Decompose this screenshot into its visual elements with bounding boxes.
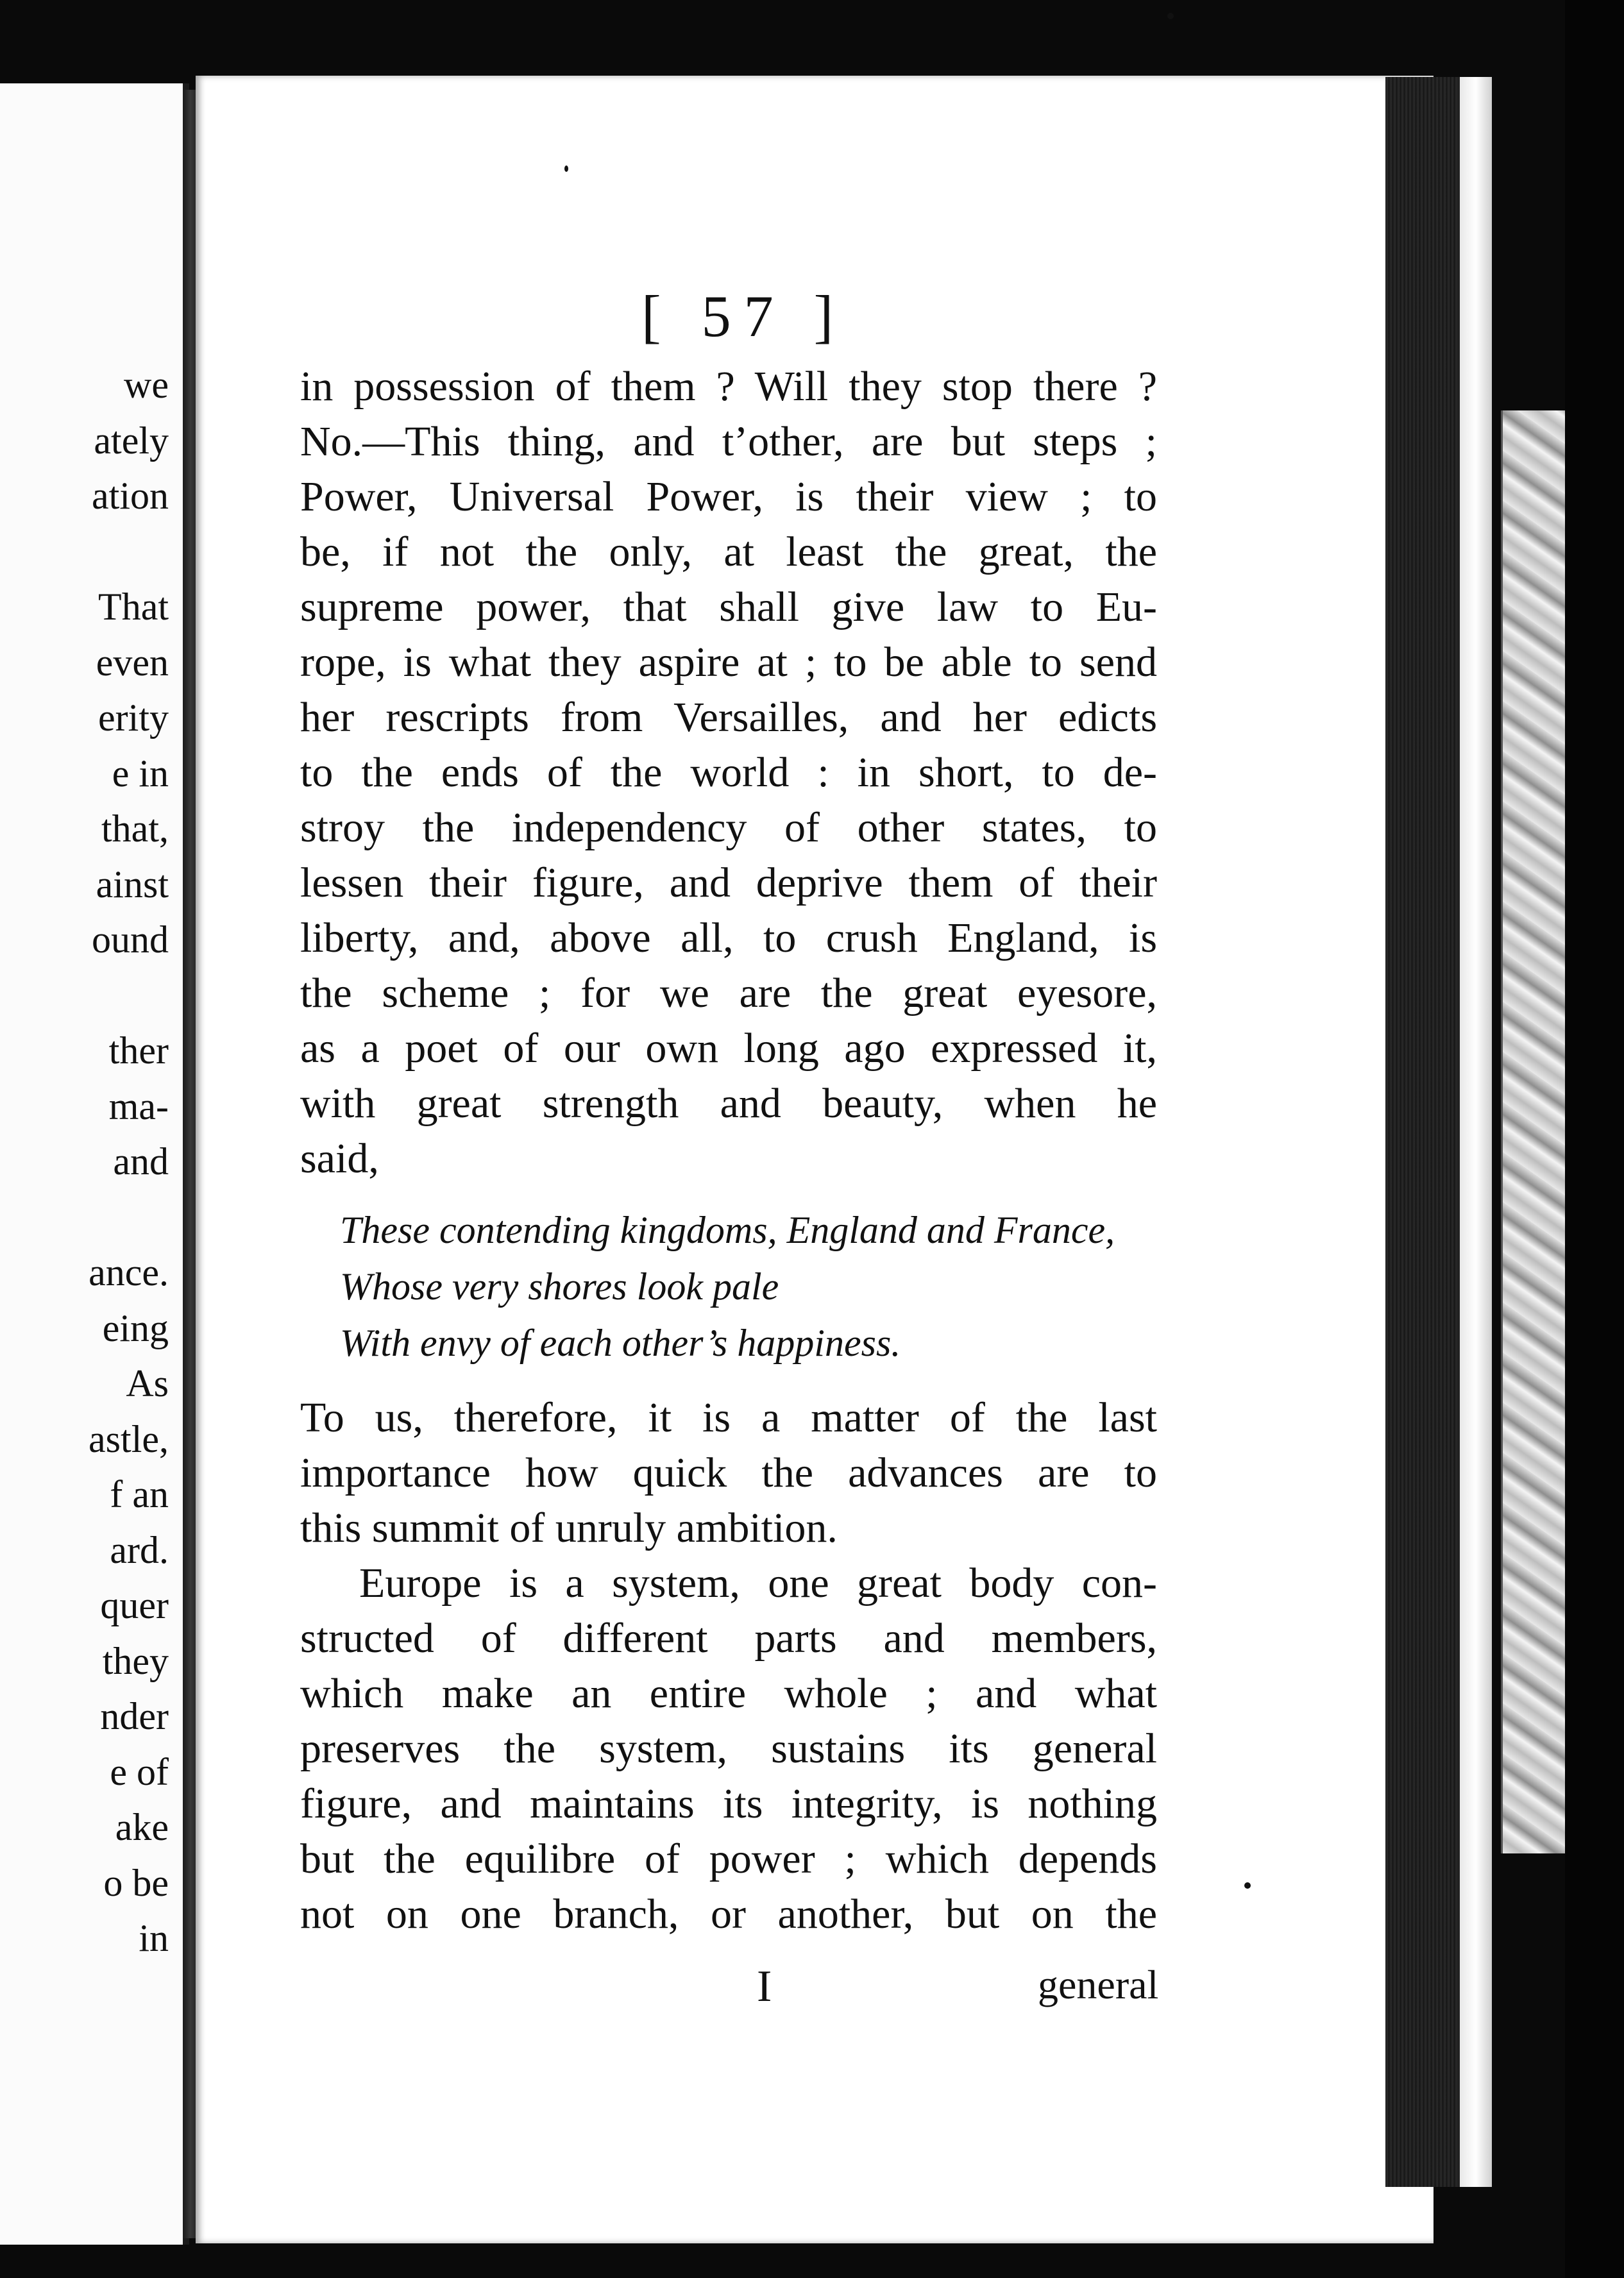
left-page-fragment: ainst bbox=[96, 863, 169, 906]
text-line: said, bbox=[300, 1135, 379, 1182]
text-line: structed of different parts and members, bbox=[300, 1615, 1157, 1662]
text-line: in possession of them ? Will they stop there ? bbox=[300, 363, 1157, 410]
text-line: Power, Universal Power, is their view ; to bbox=[300, 473, 1157, 520]
left-page-fragment: in bbox=[139, 1917, 169, 1959]
signature-mark: I bbox=[757, 1962, 772, 2011]
left-page-fragment: ard. bbox=[110, 1528, 169, 1571]
text-line: rope, is what they aspire at ; to be able to send bbox=[300, 639, 1157, 686]
text-line: figure, and maintains its integrity, is nothing bbox=[300, 1780, 1157, 1827]
page-edge-strip bbox=[1457, 77, 1492, 2187]
left-page-fragment: ound bbox=[92, 918, 169, 961]
left-page-fragment: ation bbox=[92, 475, 169, 517]
dust-speck bbox=[1244, 1882, 1251, 1889]
left-page-fragment: quer bbox=[100, 1584, 169, 1626]
text-line: be, if not the only, at least the great, the bbox=[300, 528, 1157, 575]
left-page-fragment: ma- bbox=[108, 1084, 169, 1127]
text-line: but the equilibre of power ; which depends bbox=[300, 1835, 1157, 1882]
catchword: general bbox=[1038, 1962, 1159, 2007]
dust-speck bbox=[564, 165, 568, 172]
verse-line: With envy of each other’s happiness. bbox=[340, 1322, 901, 1364]
left-page-fragment: nder bbox=[100, 1695, 169, 1737]
marbled-endpaper bbox=[1501, 410, 1569, 1853]
text-line: her rescripts from Versailles, and her edicts bbox=[300, 694, 1157, 741]
left-page-fragment: we bbox=[124, 364, 169, 406]
text-line: stroy the independency of other states, to bbox=[300, 804, 1157, 851]
left-page-fragment: that, bbox=[101, 807, 169, 850]
text-line: To us, therefore, it is a matter of the last bbox=[300, 1394, 1157, 1441]
text-line: the scheme ; for we are the great eyesore, bbox=[300, 970, 1157, 1017]
left-page-fragment: they bbox=[102, 1639, 169, 1682]
left-page-fragment: astle, bbox=[89, 1417, 169, 1460]
left-page-fragment: ance. bbox=[89, 1251, 169, 1294]
left-page-fragment: As bbox=[126, 1362, 169, 1405]
text-line: No.—This thing, and t’other, are but steps ; bbox=[300, 418, 1157, 465]
page-number: [ 57 ] bbox=[641, 283, 847, 349]
left-page-fragment: o be bbox=[103, 1861, 169, 1904]
left-page-fragment: eing bbox=[102, 1306, 169, 1349]
text-line: as a poet of our own long ago expressed it, bbox=[300, 1025, 1157, 1072]
left-page-fragment: even bbox=[96, 641, 169, 684]
left-page-fragment: That bbox=[98, 586, 169, 628]
left-page-fragment: and bbox=[113, 1140, 169, 1183]
scan-background bbox=[1565, 0, 1624, 2278]
text-line: not on one branch, or another, but on the bbox=[300, 1891, 1157, 1937]
text-line: liberty, and, above all, to crush England, is bbox=[300, 915, 1157, 961]
left-facing-page bbox=[0, 83, 189, 2245]
text-line: Europe is a system, one great body con- bbox=[359, 1560, 1157, 1607]
text-line: with great strength and beauty, when he bbox=[300, 1080, 1157, 1127]
text-line: preserves the system, sustains its general bbox=[300, 1725, 1157, 1772]
verse-line: These contending kingdoms, England and France, bbox=[340, 1209, 1115, 1251]
text-line: supreme power, that shall give law to Eu- bbox=[300, 584, 1157, 630]
left-page-fragment: ther bbox=[108, 1029, 169, 1072]
left-page-fragment: e in bbox=[112, 752, 169, 795]
left-page-fragment: erity bbox=[98, 696, 169, 739]
left-page-fragment: ake bbox=[115, 1806, 169, 1848]
text-line: importance how quick the advances are to bbox=[300, 1449, 1157, 1496]
verse-line: Whose very shores look pale bbox=[340, 1265, 779, 1308]
text-line: to the ends of the world : in short, to de- bbox=[300, 749, 1157, 796]
text-line: which make an entire whole ; and what bbox=[300, 1670, 1157, 1717]
left-page-fragment: ately bbox=[94, 419, 169, 462]
left-page-fragment: e of bbox=[110, 1750, 169, 1793]
text-line: lessen their figure, and deprive them of their bbox=[300, 859, 1157, 906]
text-line: this summit of unruly ambition. bbox=[300, 1505, 838, 1551]
left-page-fragment: f an bbox=[110, 1473, 169, 1515]
dust-speck bbox=[1167, 13, 1174, 19]
